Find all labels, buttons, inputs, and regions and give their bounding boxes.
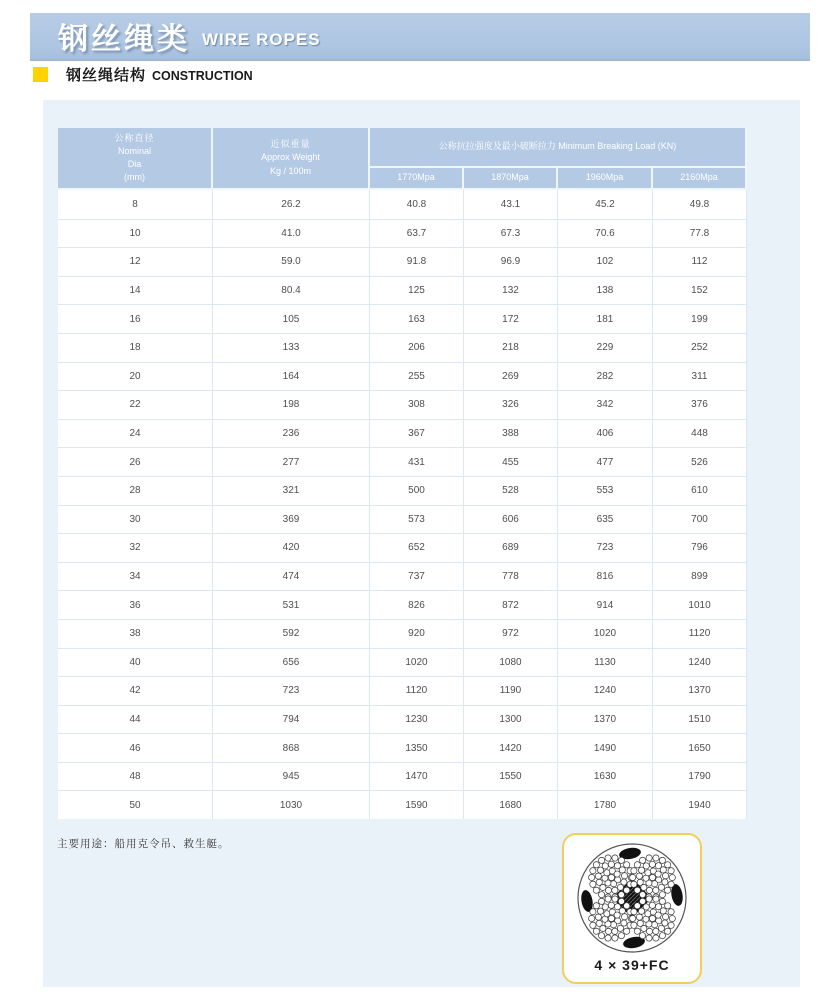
table-cell: 41.0 xyxy=(213,219,370,248)
table-cell: 500 xyxy=(370,476,464,505)
table-cell: 252 xyxy=(653,333,747,362)
table-cell: 606 xyxy=(464,505,558,534)
table-cell: 816 xyxy=(558,562,653,591)
table-row xyxy=(58,676,747,705)
table-cell: 18 xyxy=(58,333,213,362)
wire-rope-spec-table xyxy=(58,128,747,819)
table-cell: 1550 xyxy=(464,762,558,791)
table-cell: 36 xyxy=(58,590,213,619)
table-cell: 972 xyxy=(464,619,558,648)
table-row xyxy=(58,733,747,762)
col-header-grade-1870: 1870Mpa xyxy=(464,168,558,190)
table-row xyxy=(58,419,747,448)
col-header-diameter-cn: 公称直径 xyxy=(114,132,155,143)
table-row xyxy=(58,190,747,219)
table-cell: 369 xyxy=(213,505,370,534)
construction-label: 4 × 39+FC xyxy=(594,957,670,973)
table-cell: 635 xyxy=(558,505,653,534)
table-cell: 1370 xyxy=(558,705,653,734)
section-bullet-icon xyxy=(33,67,48,82)
table-cell: 573 xyxy=(370,505,464,534)
wire-rope-cross-section-diagram xyxy=(564,837,700,959)
table-row xyxy=(58,790,747,819)
table-cell: 80.4 xyxy=(213,276,370,305)
table-cell: 553 xyxy=(558,476,653,505)
table-cell: 794 xyxy=(213,705,370,734)
table-cell: 1240 xyxy=(653,648,747,677)
table-cell: 133 xyxy=(213,333,370,362)
table-cell: 40 xyxy=(58,648,213,677)
table-cell: 477 xyxy=(558,447,653,476)
table-row xyxy=(58,619,747,648)
table-cell: 778 xyxy=(464,562,558,591)
table-cell: 28 xyxy=(58,476,213,505)
table-cell: 1470 xyxy=(370,762,464,791)
table-cell: 30 xyxy=(58,505,213,534)
table-cell: 737 xyxy=(370,562,464,591)
page-title-cn: 钢丝绳类 xyxy=(58,23,190,56)
table-cell: 102 xyxy=(558,247,653,276)
table-cell: 59.0 xyxy=(213,247,370,276)
table-row xyxy=(58,247,747,276)
col-header-grade-1960: 1960Mpa xyxy=(558,168,653,190)
table-cell: 206 xyxy=(370,333,464,362)
table-row xyxy=(58,276,747,305)
table-cell: 700 xyxy=(653,505,747,534)
table-cell: 308 xyxy=(370,390,464,419)
table-cell: 46 xyxy=(58,733,213,762)
table-cell: 448 xyxy=(653,419,747,448)
section-heading xyxy=(33,64,253,85)
table-cell: 420 xyxy=(213,533,370,562)
table-cell: 12 xyxy=(58,247,213,276)
table-cell: 282 xyxy=(558,362,653,391)
table-cell: 26 xyxy=(58,447,213,476)
table-cell: 321 xyxy=(213,476,370,505)
section-title-en: CONSTRUCTION xyxy=(152,68,253,83)
table-cell: 16 xyxy=(58,304,213,333)
table-cell: 63.7 xyxy=(370,219,464,248)
table-cell: 528 xyxy=(464,476,558,505)
table-row xyxy=(58,762,747,791)
col-header-weight-unit: Kg / 100m xyxy=(269,165,312,176)
table-cell: 826 xyxy=(370,590,464,619)
table-cell: 50 xyxy=(58,790,213,819)
table-cell: 342 xyxy=(558,390,653,419)
table-cell: 67.3 xyxy=(464,219,558,248)
table-cell: 1020 xyxy=(370,648,464,677)
table-cell: 914 xyxy=(558,590,653,619)
table-cell: 38 xyxy=(58,619,213,648)
table-cell: 868 xyxy=(213,733,370,762)
table-cell: 181 xyxy=(558,304,653,333)
table-cell: 899 xyxy=(653,562,747,591)
table-cell: 32 xyxy=(58,533,213,562)
table-row xyxy=(58,505,747,534)
table-cell: 199 xyxy=(653,304,747,333)
table-cell: 1020 xyxy=(558,619,653,648)
spec-table-container xyxy=(43,100,800,987)
table-row xyxy=(58,476,747,505)
table-cell: 945 xyxy=(213,762,370,791)
table-cell: 367 xyxy=(370,419,464,448)
col-header-grade-2160: 2160Mpa xyxy=(653,168,747,190)
table-cell: 1130 xyxy=(558,648,653,677)
table-cell: 474 xyxy=(213,562,370,591)
table-cell: 1490 xyxy=(558,733,653,762)
table-cell: 1790 xyxy=(653,762,747,791)
table-cell: 229 xyxy=(558,333,653,362)
table-cell: 42 xyxy=(58,676,213,705)
table-cell: 689 xyxy=(464,533,558,562)
table-cell: 455 xyxy=(464,447,558,476)
table-cell: 796 xyxy=(653,533,747,562)
table-cell: 1120 xyxy=(370,676,464,705)
table-cell: 91.8 xyxy=(370,247,464,276)
table-cell: 48 xyxy=(58,762,213,791)
table-row xyxy=(58,333,747,362)
table-row xyxy=(58,447,747,476)
table-cell: 44 xyxy=(58,705,213,734)
table-cell: 1300 xyxy=(464,705,558,734)
table-cell: 1230 xyxy=(370,705,464,734)
section-title-cn: 钢丝绳结构 xyxy=(66,67,147,84)
table-cell: 1420 xyxy=(464,733,558,762)
table-cell: 1240 xyxy=(558,676,653,705)
table-cell: 1940 xyxy=(653,790,747,819)
table-cell: 14 xyxy=(58,276,213,305)
table-cell: 376 xyxy=(653,390,747,419)
table-row xyxy=(58,705,747,734)
col-header-diameter-unit: (mm) xyxy=(124,172,145,183)
table-cell: 10 xyxy=(58,219,213,248)
col-header-grade-1770: 1770Mpa xyxy=(370,168,464,190)
table-cell: 269 xyxy=(464,362,558,391)
table-cell: 20 xyxy=(58,362,213,391)
table-cell: 723 xyxy=(558,533,653,562)
col-header-weight-en: Approx Weight xyxy=(261,152,320,163)
table-cell: 872 xyxy=(464,590,558,619)
table-row xyxy=(58,362,747,391)
col-header-weight xyxy=(213,128,370,190)
table-cell: 132 xyxy=(464,276,558,305)
table-cell: 1590 xyxy=(370,790,464,819)
table-cell: 1370 xyxy=(653,676,747,705)
table-cell: 43.1 xyxy=(464,190,558,219)
table-cell: 1030 xyxy=(213,790,370,819)
table-cell: 8 xyxy=(58,190,213,219)
table-cell: 1350 xyxy=(370,733,464,762)
table-cell: 1010 xyxy=(653,590,747,619)
col-header-diameter-en2: Dia xyxy=(127,159,142,169)
table-cell: 198 xyxy=(213,390,370,419)
table-row xyxy=(58,533,747,562)
table-cell: 45.2 xyxy=(558,190,653,219)
table-cell: 656 xyxy=(213,648,370,677)
table-cell: 406 xyxy=(558,419,653,448)
table-cell: 920 xyxy=(370,619,464,648)
table-cell: 34 xyxy=(58,562,213,591)
table-row xyxy=(58,648,747,677)
table-cell: 138 xyxy=(558,276,653,305)
table-cell: 1080 xyxy=(464,648,558,677)
construction-diagram-box xyxy=(562,833,702,984)
col-header-weight-cn: 近似重量 xyxy=(270,139,311,150)
table-cell: 125 xyxy=(370,276,464,305)
table-cell: 311 xyxy=(653,362,747,391)
table-cell: 1630 xyxy=(558,762,653,791)
table-cell: 531 xyxy=(213,590,370,619)
table-cell: 277 xyxy=(213,447,370,476)
table-row xyxy=(58,390,747,419)
table-cell: 77.8 xyxy=(653,219,747,248)
col-header-diameter xyxy=(58,128,213,190)
page-title-bar xyxy=(30,13,810,61)
table-cell: 592 xyxy=(213,619,370,648)
table-cell: 1650 xyxy=(653,733,747,762)
table-row xyxy=(58,562,747,591)
table-cell: 610 xyxy=(653,476,747,505)
main-usage-footnote: 主要用途：船用克令吊、救生艇。 xyxy=(57,838,230,850)
table-cell: 388 xyxy=(464,419,558,448)
table-cell: 70.6 xyxy=(558,219,653,248)
table-cell: 1680 xyxy=(464,790,558,819)
table-row xyxy=(58,219,747,248)
table-cell: 1120 xyxy=(653,619,747,648)
table-cell: 164 xyxy=(213,362,370,391)
table-cell: 1780 xyxy=(558,790,653,819)
table-cell: 40.8 xyxy=(370,190,464,219)
table-cell: 49.8 xyxy=(653,190,747,219)
page-title-en: WIRE ROPES xyxy=(202,30,321,49)
table-cell: 152 xyxy=(653,276,747,305)
table-cell: 105 xyxy=(213,304,370,333)
table-cell: 431 xyxy=(370,447,464,476)
table-cell: 26.2 xyxy=(213,190,370,219)
table-cell: 255 xyxy=(370,362,464,391)
table-cell: 96.9 xyxy=(464,247,558,276)
col-header-breaking-load: 公称抗拉强度及最小破断拉力 Minimum Breaking Load (KN) xyxy=(370,128,747,168)
table-cell: 112 xyxy=(653,247,747,276)
table-cell: 526 xyxy=(653,447,747,476)
table-cell: 652 xyxy=(370,533,464,562)
table-cell: 1190 xyxy=(464,676,558,705)
table-cell: 172 xyxy=(464,304,558,333)
table-row xyxy=(58,590,747,619)
table-cell: 1510 xyxy=(653,705,747,734)
table-cell: 236 xyxy=(213,419,370,448)
table-cell: 326 xyxy=(464,390,558,419)
table-row xyxy=(58,304,747,333)
table-cell: 723 xyxy=(213,676,370,705)
table-cell: 163 xyxy=(370,304,464,333)
table-cell: 24 xyxy=(58,419,213,448)
table-cell: 218 xyxy=(464,333,558,362)
col-header-diameter-en1: Nominal xyxy=(117,145,151,156)
table-cell: 22 xyxy=(58,390,213,419)
